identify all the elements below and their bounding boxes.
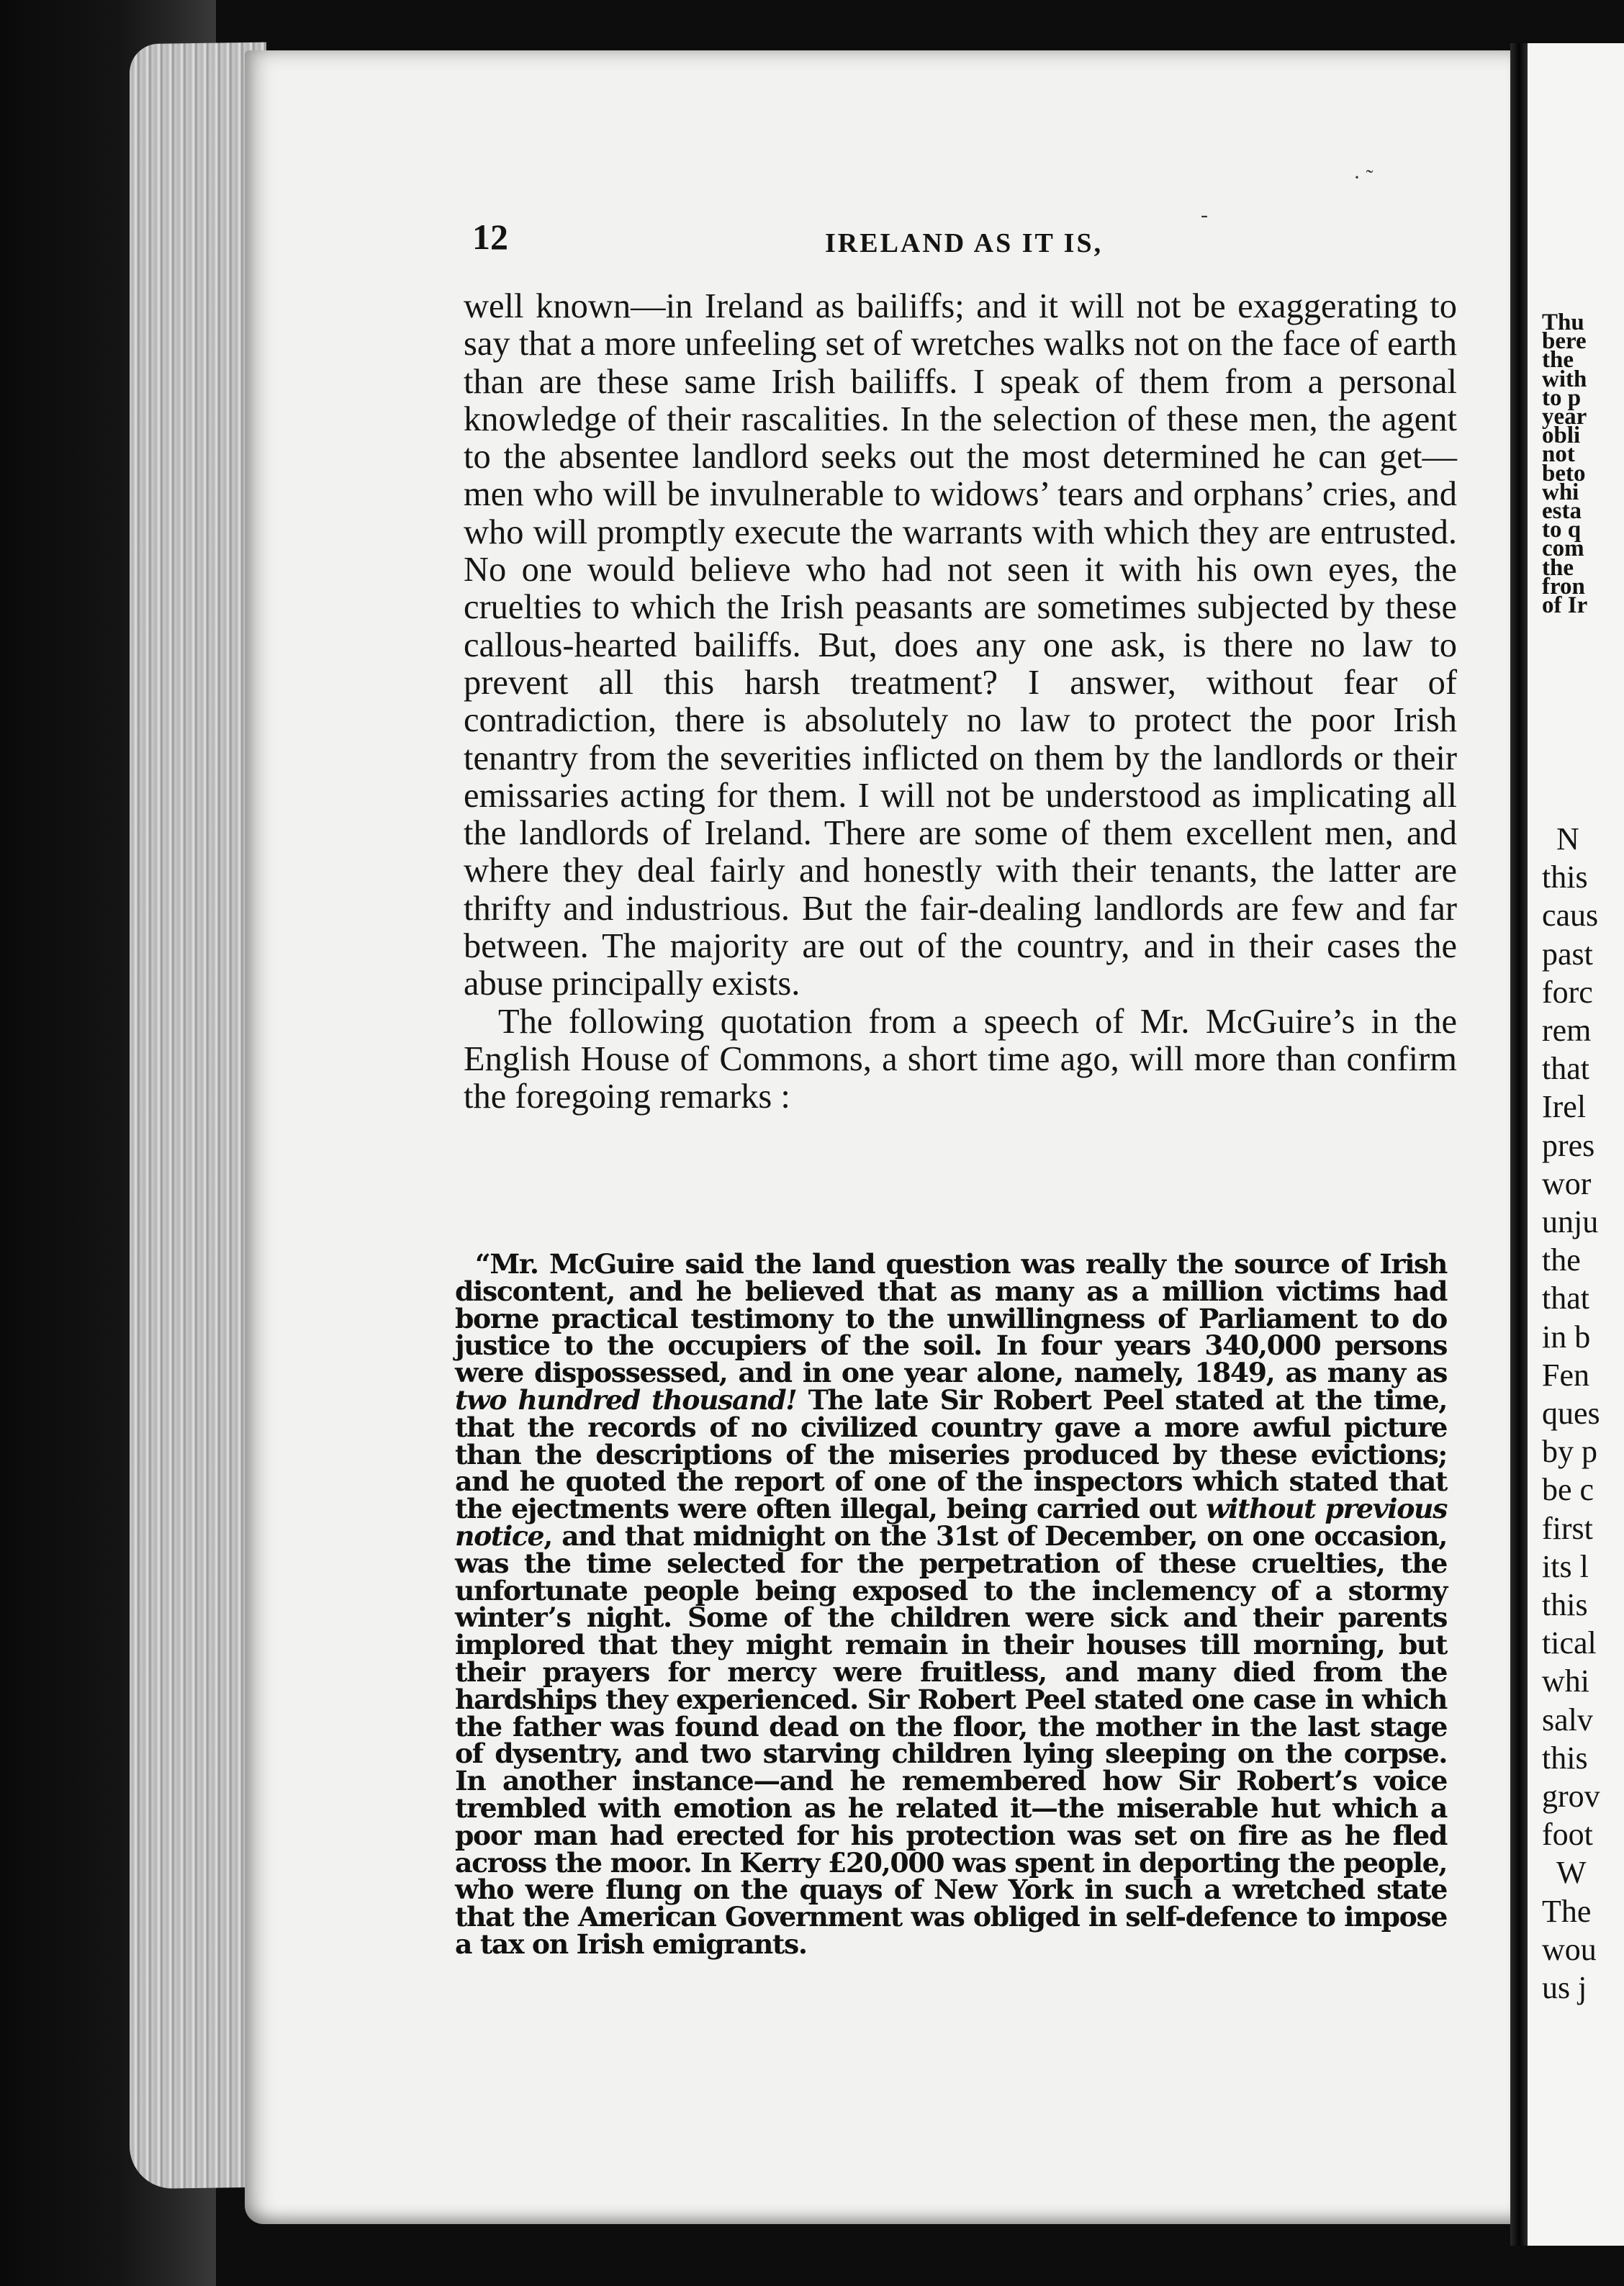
facing-page-line: obli (1542, 423, 1581, 449)
page-number: 12 (472, 217, 508, 257)
facing-page-line: com (1542, 536, 1584, 562)
facing-page-line: The (1542, 1893, 1592, 1929)
facing-page-line: ques (1542, 1396, 1600, 1431)
quotation-emphasis: without previous notice (455, 1493, 1447, 1552)
facing-page-line: tical (1542, 1625, 1597, 1661)
facing-page-line: to p (1542, 384, 1582, 411)
facing-page-line: caus (1542, 898, 1599, 934)
facing-page-line: N (1556, 821, 1579, 857)
facing-page-line: to q (1542, 517, 1582, 543)
facing-page-line: be c (1542, 1472, 1594, 1508)
facing-page-line: rem (1542, 1013, 1592, 1048)
facing-page-line: esta (1542, 498, 1582, 524)
facing-page-line: pres (1542, 1127, 1595, 1163)
facing-page-line: of Ir (1542, 592, 1588, 618)
facing-page-line: salv (1542, 1702, 1593, 1738)
facing-page-line: wor (1542, 1165, 1592, 1201)
facing-page-line: unju (1542, 1204, 1599, 1239)
facing-page-line: grov (1542, 1779, 1600, 1814)
facing-page-line: first (1542, 1510, 1593, 1546)
facing-page-line: whi (1542, 479, 1579, 505)
facing-page-line: fron (1542, 573, 1585, 600)
facing-page-line: the (1542, 347, 1574, 374)
facing-page-line: us j (1542, 1970, 1587, 2005)
facing-page-line: bere (1542, 328, 1587, 355)
facing-page-line: past (1542, 936, 1593, 972)
quotation-text: , and that midnight on the 31st of December, on one occasion, was the time selected for the perpetration of these cruelties, the unfortunate people being exposed to the inclemency of a stormy winter’s night. Some of the children were sick and their parents implored that they might remain in their houses till morning, but their prayers for mercy were fruitless, and many died from the hardships they experienced. Sir Robert Peel stated one case in which the father was found dead on the floor, the mother in the last stage of dysentry, and two starving children lying sleeping on the corpse. In another instance—and he remembered how Sir Robert’s voice trembled with emotion as he related it—the miserable hut which a poor man had erected for his protection was set on fire as he fled across the moor. In Kerry £20,000 was spent in deporting the people, who were flung on the quays of New York in such a wretched state that the American Government was obliged in self-defence to impose a tax on Irish emigrants. (455, 1519, 1447, 1960)
body-paragraph: well known—in Ireland as bailiffs; and it will not be exaggerating to say that a more unfeeling set of wretches walks not on the face of earth than are these same Irish bailiffs. I speak of them from a personal knowledge of their rascalities. In the selection of these men, the agent to the absentee landlord seeks out the most determined he can get—men who will be invulnerable to widows’ tears and orphans’ cries, and who will promptly execute the warrants with which they are entrusted. No one would believe who had not seen it with his own eyes, the cruelties to which the Irish peasants are sometimes subjected by these callous-hearted bailiffs. But, does any one ask, is there no law to prevent all this harsh treatment? I answer, without fear of contradiction, there is absolutely no law to protect the poor Irish tenantry from the severities inflicted on them by the landlords or their emissaries acting for them. I will not be understood as implicating all the landlords of Ireland. There are some of them excellent men, and where they deal fairly and honestly with their tenants, the latter are thrifty and industrious. But the fair-dealing landlords are few and far between. The majority are out of the country, and in their cases the abuse principally exists. (464, 287, 1457, 1003)
scan-specks: · ˜ (1353, 166, 1373, 189)
facing-page-line: that (1542, 1051, 1589, 1087)
facing-page-line: foot (1542, 1817, 1593, 1853)
facing-page-line: Irel (1542, 1089, 1587, 1125)
facing-page-line: year (1542, 404, 1587, 430)
facing-page-line: by p (1542, 1434, 1597, 1470)
facing-page (1528, 43, 1624, 2246)
quotation-text: The late Sir Robert Peel stated at the time, that the records of no civilized country gave a more awful picture than the descriptions of the miseries produced by these evictions; and he quoted the report of one of the inspectors which stated that the ejectments were often illegal, being carried out (455, 1383, 1447, 1525)
binding-gutter (1510, 43, 1528, 2246)
facing-page-line: forc (1542, 974, 1593, 1010)
facing-page-line: the (1542, 554, 1574, 581)
facing-page-line: this (1542, 1587, 1588, 1622)
block-quotation (455, 1248, 1447, 1960)
running-head: IRELAND AS IT IS, (825, 228, 1104, 258)
body-text (464, 288, 1457, 1116)
scan-specks: - (1201, 203, 1208, 227)
facing-page-line: wou (1542, 1931, 1597, 1967)
facing-page-line: with (1542, 366, 1587, 392)
facing-page-line: Thu (1542, 310, 1584, 335)
facing-page-line: whi (1542, 1663, 1589, 1699)
facing-page-line: this (1542, 1740, 1588, 1776)
facing-page-line: its l (1542, 1548, 1589, 1584)
facing-page-line: that (1542, 1280, 1589, 1316)
facing-page-line: the (1542, 1242, 1581, 1278)
quotation-text: “Mr. McGuire said the land question was really the source of Irish discontent, and he believed that as many as a million victims had borne practical testimony to the unwillingness of Parliament to do justice to the occupiers of the soil. In four years 340,000 persons were dispossessed, and in one year alone, namely, 1849, as many as (455, 1248, 1447, 1389)
body-paragraph: The following quotation from a speech of Mr. McGuire’s in the English House of Commons, a short time ago, will more than confirm the foregoing remarks : (464, 1002, 1457, 1116)
quotation-emphasis: two hundred thousand! (455, 1383, 797, 1416)
facing-page-line: beto (1542, 460, 1586, 487)
quotation-paragraph (455, 1248, 1447, 1960)
facing-page-line: in b (1542, 1319, 1591, 1355)
facing-page-line: this (1542, 859, 1588, 895)
facing-page-line: Fen (1542, 1357, 1589, 1393)
facing-page-line: not (1542, 441, 1575, 468)
facing-page-line: W (1556, 1855, 1587, 1891)
